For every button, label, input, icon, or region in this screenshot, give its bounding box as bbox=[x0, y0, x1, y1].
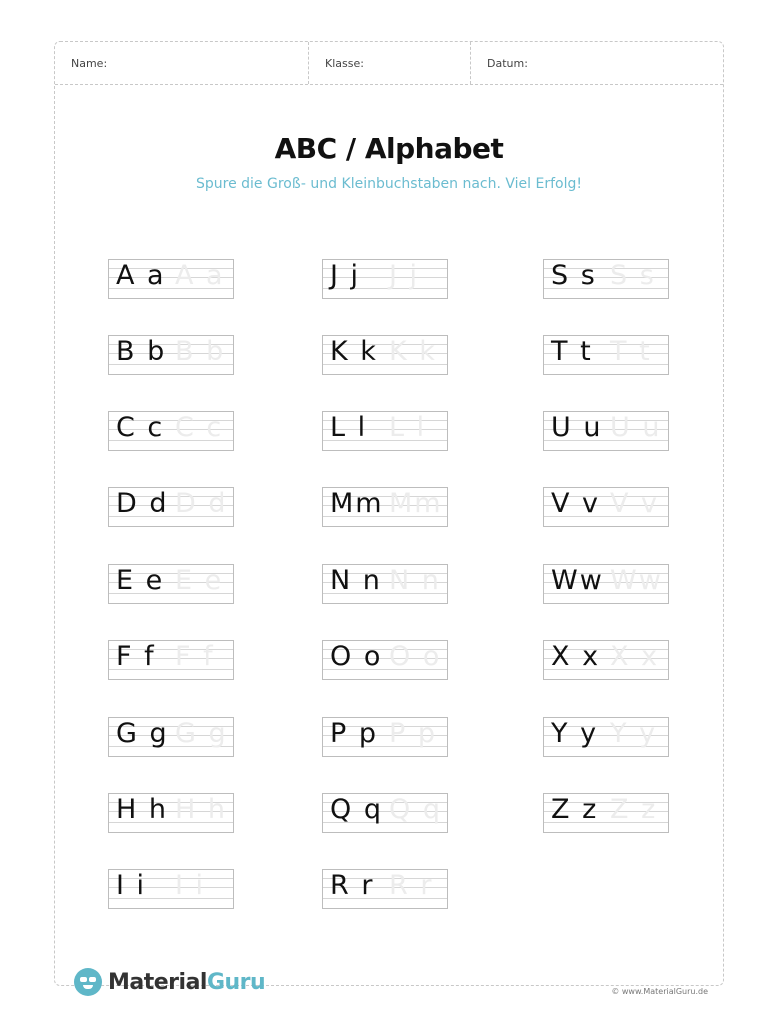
tracing-box bbox=[322, 869, 448, 909]
letter-pair-trace: L l bbox=[389, 412, 427, 443]
logo-wordmark bbox=[108, 970, 265, 995]
tracing-box bbox=[108, 640, 234, 680]
letter-pair: E e bbox=[116, 565, 165, 596]
tracing-box bbox=[543, 335, 669, 375]
tracing-box bbox=[543, 487, 669, 527]
tracing-box bbox=[322, 564, 448, 604]
letter-pair-trace: S s bbox=[610, 260, 656, 291]
logo-text-guru: Guru bbox=[206, 969, 266, 995]
header-row bbox=[55, 42, 723, 85]
klasse-label: Klasse: bbox=[325, 57, 364, 70]
page-subtitle: Spure die Groß- und Kleinbuchstaben nach. Viel Erfolg! bbox=[195, 176, 582, 192]
letter-pair: Y y bbox=[551, 718, 599, 749]
letter-pair-trace: U u bbox=[610, 412, 662, 443]
name-field[interactable] bbox=[55, 42, 309, 84]
letter-pair: Q q bbox=[330, 794, 383, 825]
name-label: Name: bbox=[71, 57, 108, 70]
tracing-box bbox=[322, 259, 448, 299]
letter-pair: A a bbox=[116, 260, 166, 291]
tracing-box bbox=[543, 717, 669, 757]
letter-pair-trace: Z z bbox=[610, 794, 658, 825]
letter-pair-trace: D d bbox=[175, 488, 228, 519]
letter-pair-trace: Q q bbox=[389, 794, 442, 825]
letter-pair: J j bbox=[330, 260, 361, 291]
letter-pair-trace: N n bbox=[389, 565, 441, 596]
tracing-box bbox=[108, 335, 234, 375]
page-title: ABC / Alphabet bbox=[274, 132, 504, 165]
letter-pair-trace: E e bbox=[175, 565, 224, 596]
tracing-box bbox=[322, 487, 448, 527]
letter-pair-trace: B b bbox=[175, 336, 226, 367]
tracing-box bbox=[543, 564, 669, 604]
letter-pair-trace: T t bbox=[610, 336, 652, 367]
tracing-box bbox=[108, 869, 234, 909]
letter-pair: S s bbox=[551, 260, 597, 291]
letter-pair: F f bbox=[116, 641, 156, 672]
klasse-field[interactable] bbox=[309, 42, 471, 84]
letter-pair-trace: J j bbox=[389, 260, 420, 291]
tracing-box bbox=[108, 717, 234, 757]
tracing-box bbox=[108, 411, 234, 451]
tracing-box bbox=[543, 411, 669, 451]
letter-pair: X x bbox=[551, 641, 601, 672]
letter-pair-trace: Ww bbox=[610, 565, 663, 596]
datum-field[interactable] bbox=[471, 42, 723, 84]
letter-pair: Mm bbox=[330, 488, 384, 519]
letter-pair: K k bbox=[330, 336, 378, 367]
guru-face-icon bbox=[74, 968, 102, 996]
letter-pair-trace: A a bbox=[175, 260, 225, 291]
letter-pair: Ww bbox=[551, 565, 604, 596]
letter-pair-trace: K k bbox=[389, 336, 437, 367]
letter-pair: N n bbox=[330, 565, 382, 596]
letter-pair-trace: X x bbox=[610, 641, 660, 672]
tracing-box bbox=[108, 487, 234, 527]
letter-pair: Z z bbox=[551, 794, 599, 825]
tracing-box bbox=[322, 793, 448, 833]
letter-pair: T t bbox=[551, 336, 593, 367]
materialguru-logo bbox=[74, 968, 265, 996]
tracing-box bbox=[108, 564, 234, 604]
tracing-box bbox=[108, 259, 234, 299]
letter-pair: H h bbox=[116, 794, 168, 825]
letter-pair-trace: F f bbox=[175, 641, 215, 672]
tracing-box bbox=[108, 793, 234, 833]
letter-pair: U u bbox=[551, 412, 603, 443]
logo-text-material: Material bbox=[108, 969, 207, 995]
letter-pair: L l bbox=[330, 412, 368, 443]
letter-pair: P p bbox=[330, 718, 379, 749]
letter-pair: O o bbox=[330, 641, 383, 672]
letter-pair-trace: H h bbox=[175, 794, 227, 825]
tracing-box bbox=[543, 640, 669, 680]
tracing-box bbox=[543, 793, 669, 833]
letter-pair-trace: R r bbox=[389, 870, 434, 901]
letter-pair: B b bbox=[116, 336, 167, 367]
letter-pair: G g bbox=[116, 718, 169, 749]
letter-pair: V v bbox=[551, 488, 601, 519]
letter-pair-trace: V v bbox=[610, 488, 660, 519]
tracing-box bbox=[322, 640, 448, 680]
letter-pair-trace: I i bbox=[175, 870, 206, 901]
letter-pair: D d bbox=[116, 488, 169, 519]
letter-pair-trace: Y y bbox=[610, 718, 658, 749]
letter-pair-trace: O o bbox=[389, 641, 442, 672]
letter-pair-trace: G g bbox=[175, 718, 228, 749]
letter-pair: R r bbox=[330, 870, 375, 901]
tracing-box bbox=[322, 411, 448, 451]
tracing-box bbox=[322, 335, 448, 375]
tracing-box bbox=[543, 259, 669, 299]
letter-pair: C c bbox=[116, 412, 165, 443]
letter-pair: I i bbox=[116, 870, 147, 901]
tracing-box bbox=[322, 717, 448, 757]
letter-pair-trace: Mm bbox=[389, 488, 443, 519]
copyright-text: © www.MaterialGuru.de bbox=[611, 987, 708, 996]
datum-label: Datum: bbox=[487, 57, 528, 70]
letter-pair-trace: P p bbox=[389, 718, 438, 749]
letter-pair-trace: C c bbox=[175, 412, 224, 443]
